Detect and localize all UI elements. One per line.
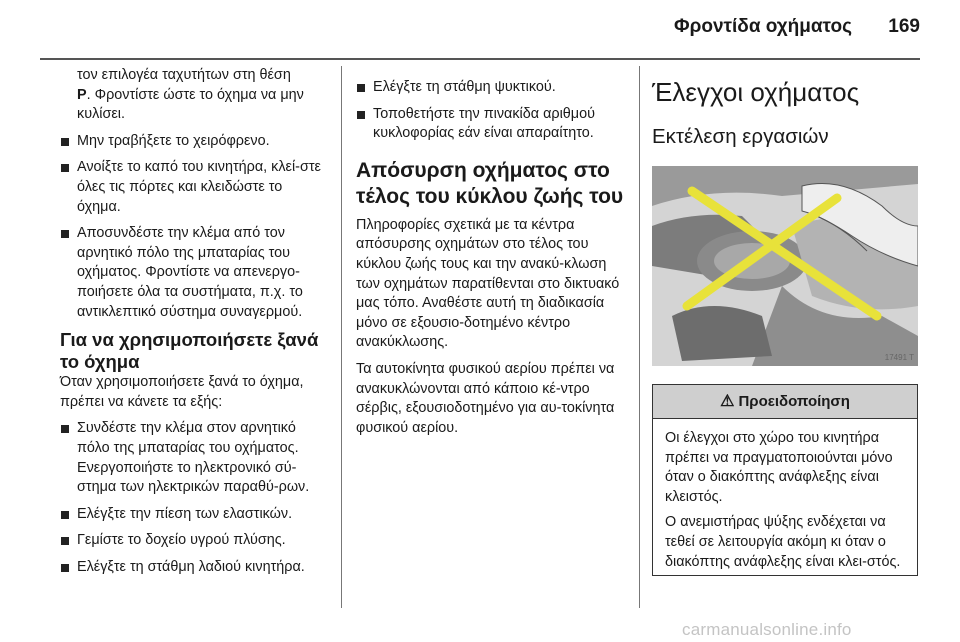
column-1 xyxy=(60,66,330,584)
engine-bay-drawing xyxy=(652,166,918,366)
end-of-life-paragraph-2: Τα αυτοκίνητα φυσικού αερίου πρέπει να ανακυκλώνονται από κάποιο κέ-ντρο σέρβις, εξουσιοδοτημένο για αυ-τοκίνητα φυσικού αερίου. xyxy=(356,360,615,436)
engine-bay-illustration xyxy=(652,166,918,366)
list-item: Συνδέστε την κλέμα στον αρνητικό πόλο της μπαταρίας του οχήματος. Ενεργοποιήστε το ηλεκτρονικό σύ-στημα των ηλεκτρικών παραθύ-ρων. xyxy=(60,419,330,497)
warning-title: Προειδοποίηση xyxy=(738,393,850,410)
list-item: Ανοίξτε το καπό του κινητήρα, κλεί-στε όλες τις πόρτες και κλειδώστε το όχημα. xyxy=(60,158,330,217)
watermark: carmanualsonline.info xyxy=(682,620,852,639)
intro-text: τον επιλογέα ταχυτήτων στη θέση P. Φροντίστε ώστε το όχημα να μην κυλίσει. xyxy=(77,67,304,123)
list-item: Τοποθετήστε την πινακίδα αριθμού κυκλοφορίας εάν είναι απαραίτητο. xyxy=(356,105,628,144)
section-text-reuse: Όταν χρησιμοποιήσετε ξανά το όχημα, πρέπει να κάνετε τα εξής: xyxy=(60,374,304,410)
section-heading-vehicle-checks: Έλεγχοι οχήματος xyxy=(652,77,860,107)
list-item: Αποσυνδέστε την κλέμα από τον αρνητικό πόλο της μπαταρίας του οχήματος. Φροντίστε να απενεργο-ποιήσετε όλα τα συστήματα, π.χ. το αντικλεπτικό σύστημα συναγερμού. xyxy=(60,224,330,322)
column-2 xyxy=(356,66,628,445)
column-3 xyxy=(652,66,918,150)
list-item: Μην τραβήξετε το χειρόφρενο. xyxy=(60,132,330,152)
subheading-performing-work: Εκτέλεση εργασιών xyxy=(652,125,829,148)
warning-triangle-icon: ⚠ xyxy=(720,392,735,410)
list-item: Ελέγξτε τη στάθμη λαδιού κινητήρα. xyxy=(60,558,330,578)
list-item: Ελέγξτε την πίεση των ελαστικών. xyxy=(60,505,330,525)
page-header-title: Φροντίδα οχήματος xyxy=(674,16,852,37)
column-divider-1 xyxy=(341,66,342,608)
warning-box xyxy=(652,384,918,576)
section-heading-end-of-life: Απόσυρση οχήματος στο τέλος του κύκλου ζωής του xyxy=(356,158,624,208)
warning-body xyxy=(653,419,917,584)
column-divider-2 xyxy=(639,66,640,608)
list-item: Ελέγξτε τη στάθμη ψυκτικού. xyxy=(356,78,628,98)
gear-position-p: P xyxy=(77,86,87,103)
end-of-life-paragraph-1: Πληροφορίες σχετικά με τα κέντρα απόσυρσης οχημάτων στο τέλος του κύκλου ζωής τους και την ανακύ-κλωση των οχημάτων παρατίθενται στο δικτυακό μας τόπο. Αναθέστε αυτή τη διαδικασία μόνο σε εξουσιο-δοτημένο κέντρο ανακύκλωσης. xyxy=(356,216,620,351)
section-heading-reuse: Για να χρησιμοποιήσετε ξανά το όχημα xyxy=(60,329,319,373)
page-number: 169 xyxy=(888,16,920,37)
header-divider xyxy=(40,58,920,60)
warning-header xyxy=(653,385,917,419)
figure-code: 17491 T xyxy=(884,353,914,362)
warning-paragraph-2: Ο ανεμιστήρας ψύξης ενδέχεται να τεθεί σε λειτουργία ακόμη κι όταν ο διακόπτης ανάφλεξης είναι κλει-στός. xyxy=(665,514,901,570)
list-item: Γεμίστε το δοχείο υγρού πλύσης. xyxy=(60,531,330,551)
warning-paragraph-1: Οι έλεγχοι στο χώρο του κινητήρα πρέπει να πραγματοποιούνται μόνο όταν ο διακόπτης ανάφλεξης είναι κλειστός. xyxy=(665,430,893,505)
